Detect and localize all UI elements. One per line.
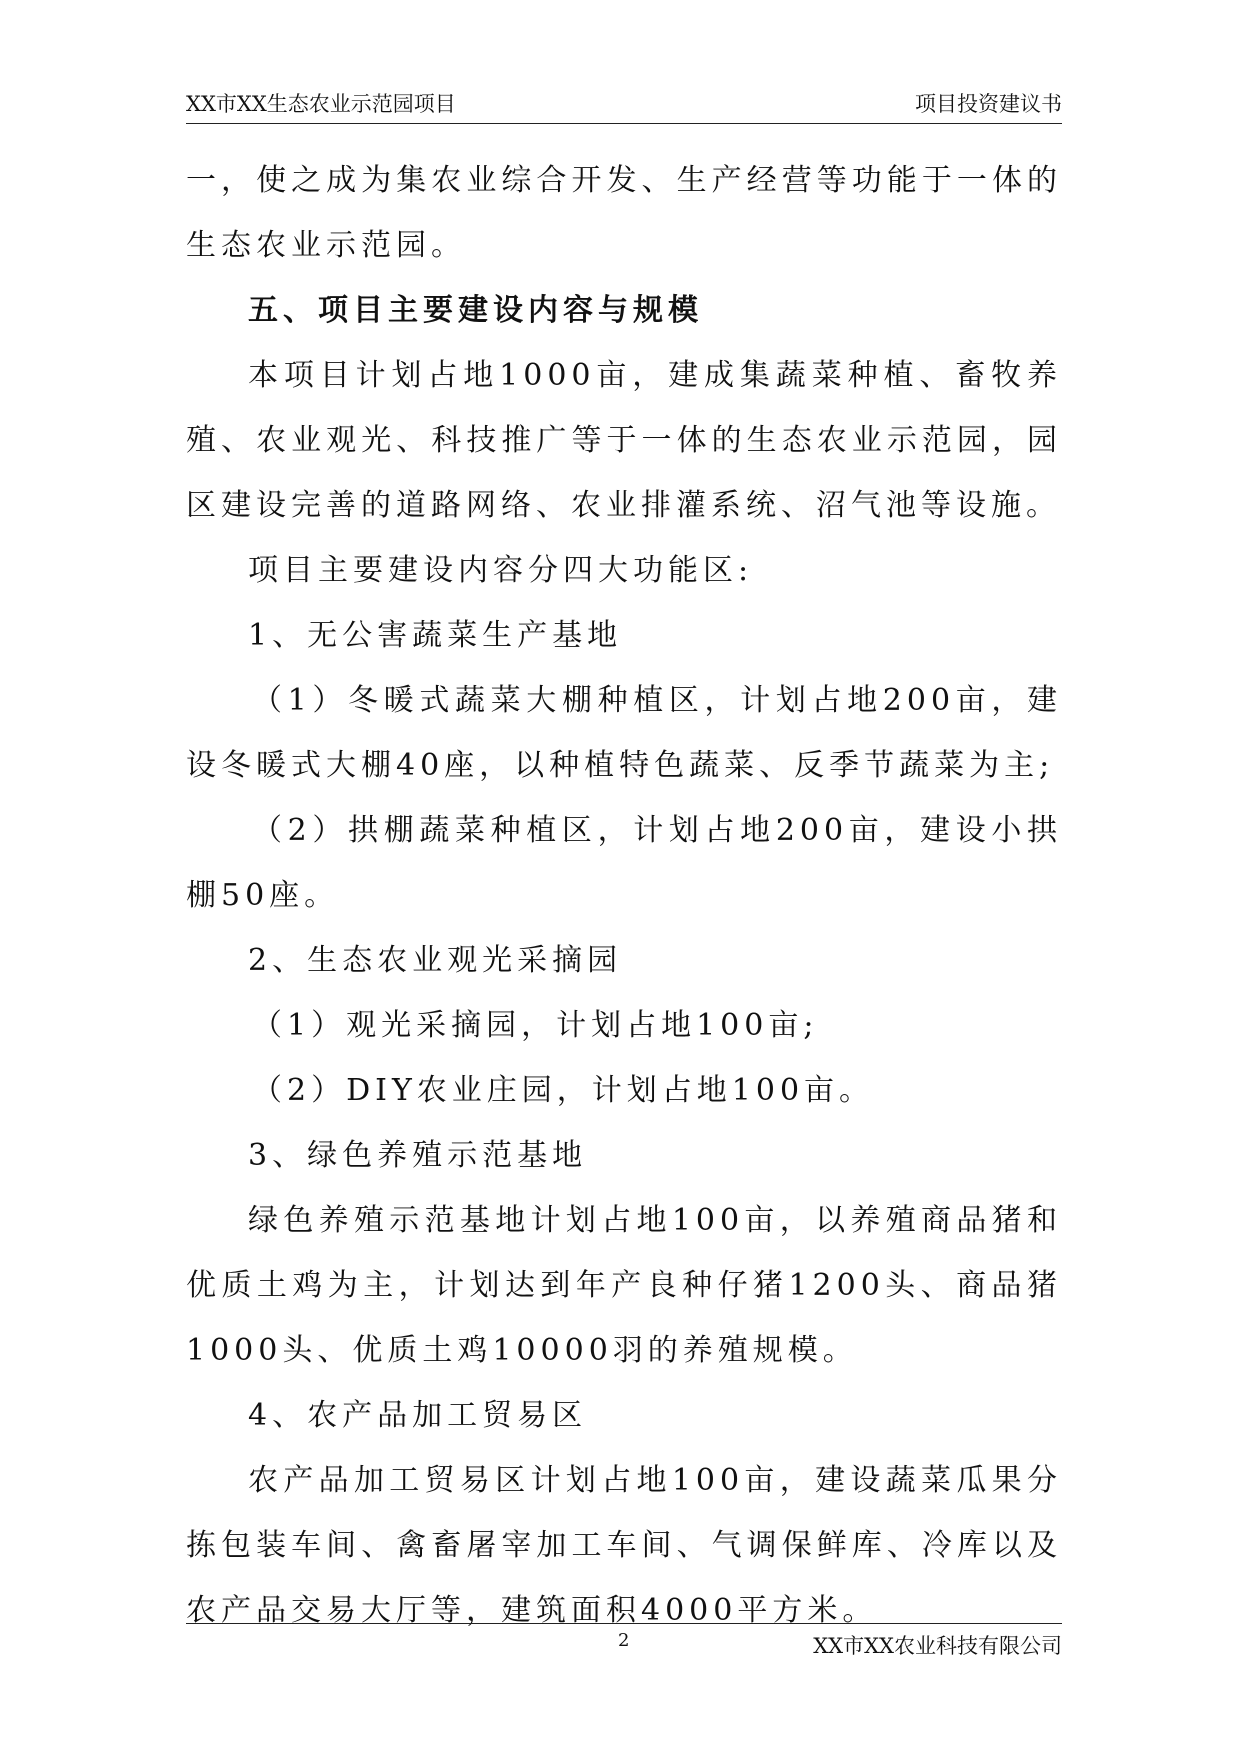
item-arch-shed-zone: （2）拱棚蔬菜种植区，计划占地200亩，建设小拱棚50座。 bbox=[186, 813, 1062, 913]
paragraph-functional-zones: 项目主要建设内容分四大功能区: bbox=[248, 553, 754, 588]
subsection-breeding-base: 3、绿色养殖示范基地 bbox=[248, 1138, 588, 1173]
paragraph-processing-zone: 农产品加工贸易区计划占地100亩，建设蔬菜瓜果分拣包装车间、禽畜屠宰加工车间、气调保鲜库、冷库以及农产品交易大厅等，建筑面积4000平方米。 bbox=[186, 1463, 1062, 1628]
page-number: 2 bbox=[618, 1630, 630, 1651]
subsection-sightseeing-garden: 2、生态农业观光采摘园 bbox=[248, 943, 623, 978]
section-heading: 五、项目主要建设内容与规模 bbox=[248, 293, 703, 328]
item-greenhouse-zone: （1）冬暖式蔬菜大棚种植区，计划占地200亩，建设冬暖式大棚40座，以种植特色蔬菜、反季节蔬菜为主; bbox=[186, 683, 1062, 783]
footer-company-name: XX市XX农业科技有限公司 bbox=[813, 1634, 1062, 1658]
document-body bbox=[186, 148, 1062, 1643]
page-header bbox=[186, 84, 1062, 124]
paragraph-breeding-base: 绿色养殖示范基地计划占地100亩，以养殖商品猪和优质土鸡为主，计划达到年产良种仔猪1200头、商品猪1000头、优质土鸡10000羽的养殖规模。 bbox=[186, 1203, 1062, 1368]
paragraph-overview: 本项目计划占地1000亩，建成集蔬菜种植、畜牧养殖、农业观光、科技推广等于一体的生态农业示范园，园区建设完善的道路网络、农业排灌系统、沼气池等设施。 bbox=[186, 358, 1062, 523]
item-diy-farm: （2）DIY农业庄园，计划占地100亩。 bbox=[252, 1073, 875, 1108]
item-picking-garden: （1）观光采摘园，计划占地100亩; bbox=[252, 1008, 819, 1043]
header-project-title: XX市XX生态农业示范园项目 bbox=[186, 92, 456, 116]
subsection-vegetable-base: 1、无公害蔬菜生产基地 bbox=[248, 618, 623, 653]
subsection-processing-zone: 4、农产品加工贸易区 bbox=[248, 1398, 588, 1433]
page-footer bbox=[186, 1623, 1062, 1665]
continued-paragraph: 一，使之成为集农业综合开发、生产经营等功能于一体的生态农业示范园。 bbox=[186, 163, 1062, 263]
header-document-type: 项目投资建议书 bbox=[915, 92, 1062, 116]
